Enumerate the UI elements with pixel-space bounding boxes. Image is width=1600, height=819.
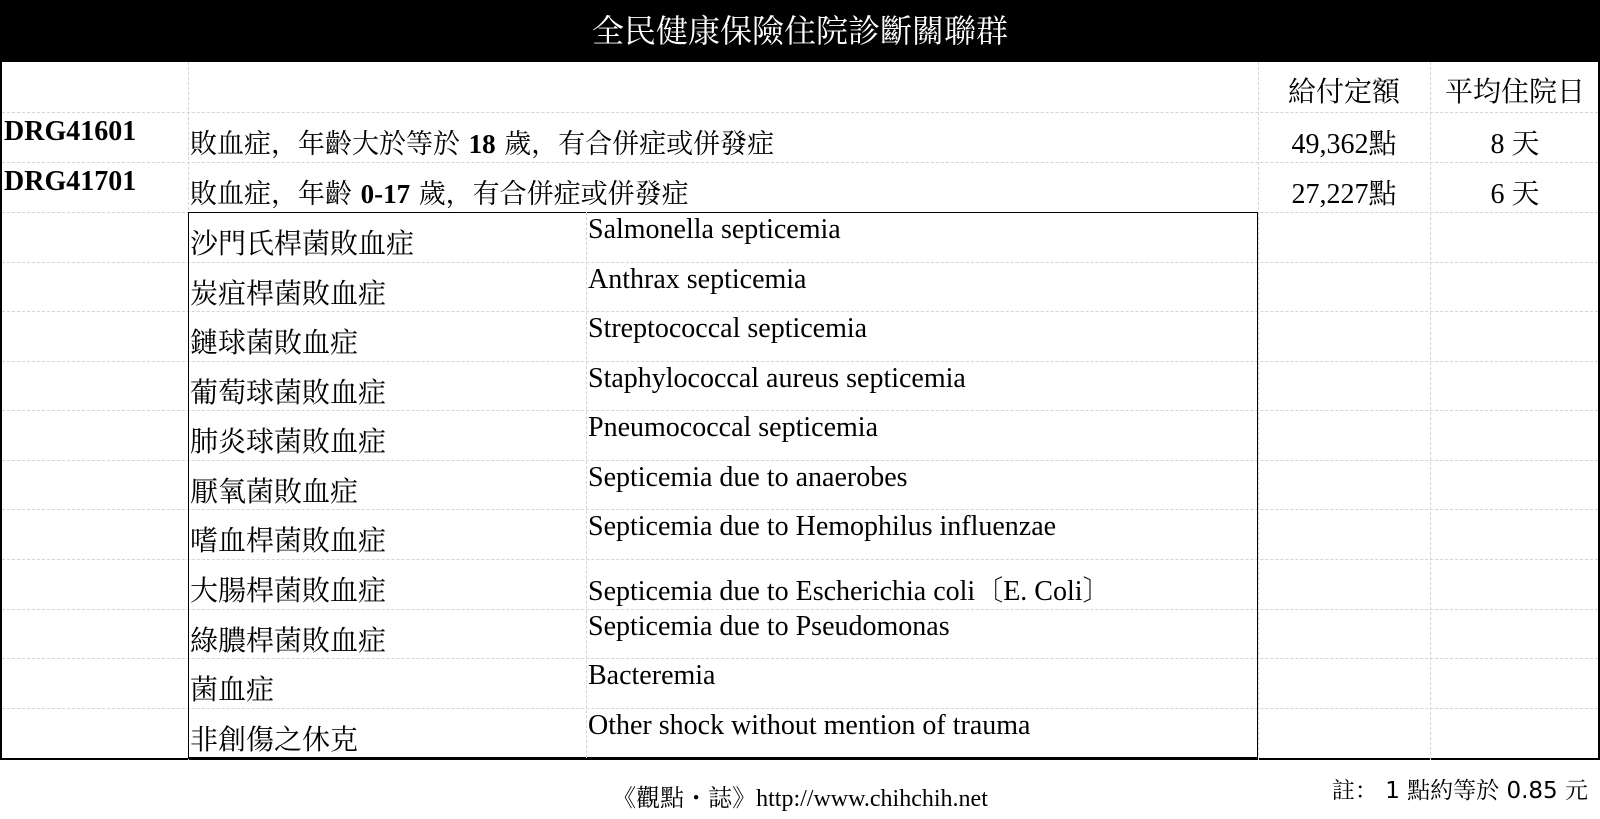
diagnosis-en: Septicemia due to Escherichia coli〔E. Coli〕 xyxy=(588,576,1111,607)
payment-cell xyxy=(1258,122,1430,162)
diagnosis-zh: 沙門氏桿菌敗血症 xyxy=(190,227,415,260)
drg-desc-age: 18 xyxy=(468,129,496,159)
diagnosis-en: Streptococcal septicemia xyxy=(588,313,868,344)
diagnosis-en: Salmonella septicemia xyxy=(588,214,841,245)
diagnosis-en: Staphylococcal aureus septicemia xyxy=(588,363,966,394)
stay-cell xyxy=(1430,122,1600,162)
diagnosis-en: Septicemia due to anaerobes xyxy=(588,462,908,493)
header-avg-stay: 平均住院日 xyxy=(1444,75,1585,108)
diagnosis-zh: 肺炎球菌敗血症 xyxy=(190,425,387,458)
diagnosis-en: Anthrax septicemia xyxy=(588,264,807,295)
diagnosis-zh: 綠膿桿菌敗血症 xyxy=(190,624,387,657)
diagnosis-zh: 嗜血桿菌敗血症 xyxy=(190,524,387,557)
payment-value: 49,362 xyxy=(1291,129,1369,160)
diagnosis-column-divider xyxy=(586,212,587,758)
drg-code: DRG41601 xyxy=(4,116,137,147)
grid-line xyxy=(1258,62,1259,760)
diagnosis-en: Septicemia due to Pseudomonas xyxy=(588,611,950,642)
diagnosis-zh: 炭疽桿菌敗血症 xyxy=(190,277,387,310)
table-title: 全民健康保險住院診斷關聯群 xyxy=(0,0,1600,62)
drg-desc-text: 歲，有合併症或併發症 xyxy=(504,129,775,160)
drg-desc-text: 敗血症，年齡大於等於 xyxy=(190,129,460,160)
stay-unit: 天 xyxy=(1511,127,1540,160)
grid-line xyxy=(2,112,1598,113)
diagnosis-en: Bacteremia xyxy=(588,660,716,691)
drg-desc-text: 敗血症，年齡 xyxy=(190,179,352,210)
stay-cell xyxy=(1430,172,1600,212)
source-link[interactable]: 《觀點・誌》http://www.chihchih.net xyxy=(612,786,988,812)
diagnosis-en: Other shock without mention of trauma xyxy=(588,710,1031,741)
stay-value: 8 xyxy=(1490,129,1505,160)
drg-description xyxy=(190,122,774,161)
payment-value: 27,227 xyxy=(1291,179,1369,210)
diagnosis-en: Septicemia due to Hemophilus influenzae xyxy=(588,511,1057,542)
diagnosis-zh: 菌血症 xyxy=(190,673,275,706)
drg-description xyxy=(190,172,689,211)
drg-code: DRG41701 xyxy=(4,166,137,197)
payment-unit: 點 xyxy=(1368,127,1397,160)
stay-unit: 天 xyxy=(1511,177,1540,210)
payment-unit: 點 xyxy=(1368,177,1397,210)
stay-value: 6 xyxy=(1490,179,1505,210)
drg-desc-age: 0-17 xyxy=(360,179,411,209)
grid-line xyxy=(2,162,1598,163)
grid-line xyxy=(1430,62,1431,760)
diagnosis-zh: 大腸桿菌敗血症 xyxy=(190,574,387,607)
footnote: 註： 1 點約等於 0.85 元 xyxy=(1331,778,1588,804)
diagnosis-zh: 鏈球菌敗血症 xyxy=(190,326,359,359)
diagnosis-en: Pneumococcal septicemia xyxy=(588,412,878,443)
diagnosis-zh: 葡萄球菌敗血症 xyxy=(190,376,387,409)
diagnosis-zh: 厭氧菌敗血症 xyxy=(190,475,359,508)
diagnosis-zh: 非創傷之休克 xyxy=(190,723,359,756)
header-payment: 給付定額 xyxy=(1287,75,1400,108)
drg-desc-text: 歲，有合併症或併發症 xyxy=(418,179,689,210)
payment-cell xyxy=(1258,172,1430,212)
